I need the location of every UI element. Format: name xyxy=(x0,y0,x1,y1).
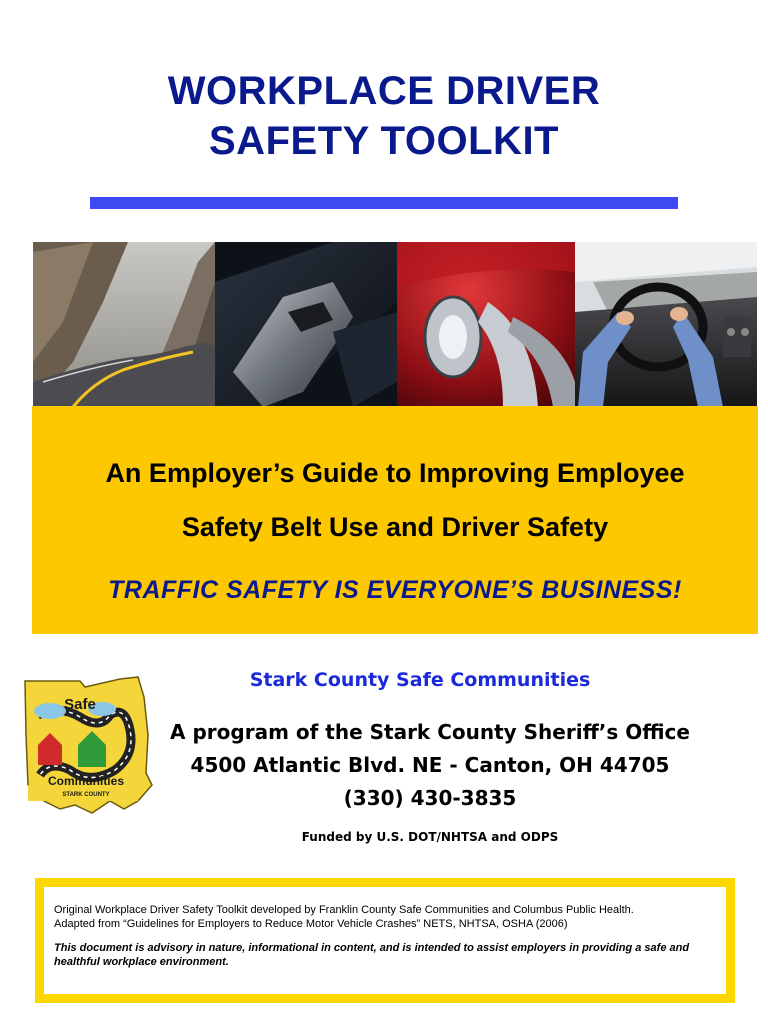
title-line-2: SAFETY TOOLKIT xyxy=(209,119,559,163)
advisory-text: This document is advisory in nature, informational in content, and is intended to assist employers in providing a safe and healthful workplace environment. xyxy=(54,942,690,968)
logo-county: STARK COUNTY xyxy=(62,792,110,798)
seatbelt-photo xyxy=(215,242,397,407)
guide-line-1: An Employer’s Guide to Improving Employee xyxy=(105,458,685,488)
notes-content xyxy=(54,903,724,969)
credit-line-1: Original Workplace Driver Safety Toolkit developed by Franklin County Safe Communities and Columbus Public Health. xyxy=(54,904,634,916)
funding-note: Funded by U.S. DOT/NHTSA and ODPS xyxy=(301,830,559,844)
guide-line-2: Safety Belt Use and Driver Safety xyxy=(181,512,609,542)
program-address: 4500 Atlantic Blvd. NE - Canton, OH 44705 xyxy=(190,753,670,777)
notes-box xyxy=(35,878,735,1003)
program-line: A program of the Stark County Sheriff’s Office xyxy=(170,720,690,744)
slogan: TRAFFIC SAFETY IS EVERYONE’S BUSINESS! xyxy=(108,576,682,604)
guide-heading xyxy=(32,446,758,554)
logo-top-word: Safe xyxy=(64,696,96,713)
safe-communities-logo xyxy=(20,675,155,815)
driver-photo xyxy=(575,242,757,407)
document-title xyxy=(0,66,768,166)
road-photo xyxy=(33,242,215,407)
organization-name: Stark County Safe Communities xyxy=(249,669,591,691)
program-info xyxy=(150,716,710,815)
guide-panel xyxy=(32,406,758,634)
program-phone: (330) 430-3835 xyxy=(343,786,517,810)
red-car-photo xyxy=(397,242,575,407)
title-line-1: WORKPLACE DRIVER xyxy=(167,69,601,113)
logo-bottom-word: Communities xyxy=(47,774,125,788)
credit-line-2: Adapted from “Guidelines for Employers to Reduce Motor Vehicle Crashes” NETS, NHTSA, OSHA (2006) xyxy=(54,918,568,930)
photo-strip xyxy=(33,242,757,407)
title-divider xyxy=(90,197,678,209)
